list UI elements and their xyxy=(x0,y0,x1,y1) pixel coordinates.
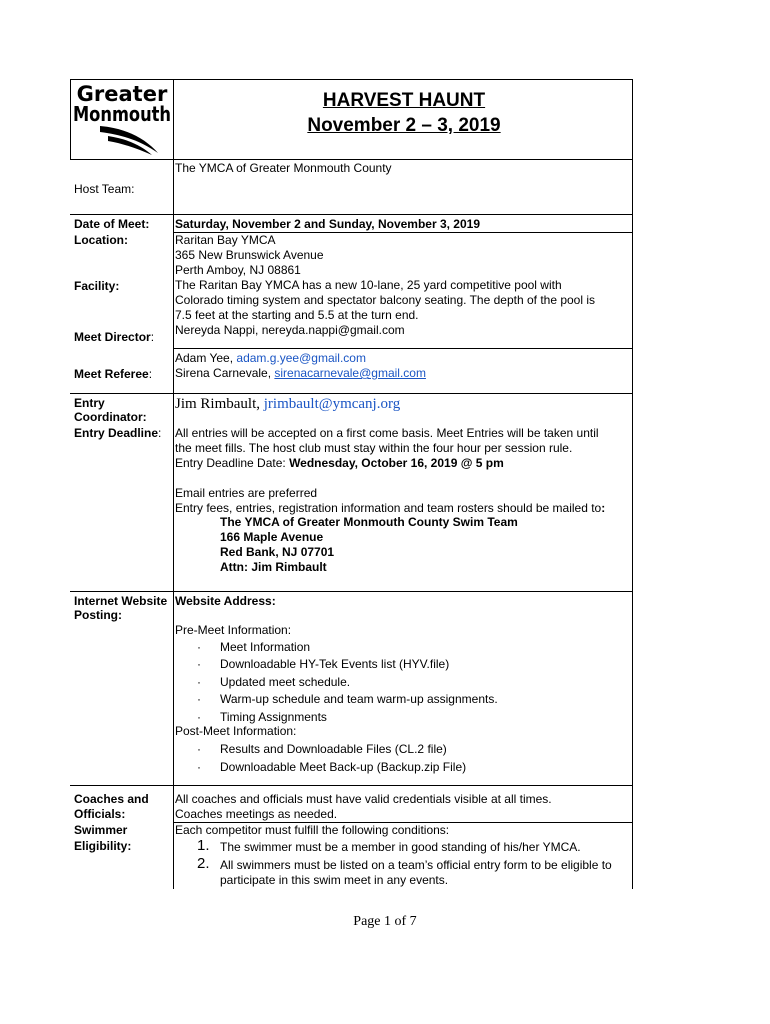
entry-deadline-label: Entry Deadline: xyxy=(74,426,162,440)
email-preferred: Email entries are preferred xyxy=(175,486,318,500)
pre-meet-heading: Pre-Meet Information: xyxy=(175,623,292,637)
meet-referee-label: Meet Referee: xyxy=(74,367,153,381)
eligibility-label-1: Swimmer xyxy=(74,823,128,837)
eligibility-number: 1. xyxy=(197,837,210,854)
meet-director-label: Meet Director: xyxy=(74,330,155,344)
greater-monmouth-logo xyxy=(70,80,174,158)
post-meet-heading: Post-Meet Information: xyxy=(175,724,297,738)
referee-line-1: Adam Yee, adam.g.yee@gmail.com xyxy=(175,351,366,365)
bullet: · xyxy=(197,675,201,689)
bullet: · xyxy=(197,692,201,706)
entry-coordinator-label-2: Coordinator: xyxy=(74,410,147,424)
eligibility-item: The swimmer must be a member in good standing of his/her YMCA. xyxy=(220,840,581,854)
coaches-label-1: Coaches and xyxy=(74,792,149,806)
coaches-line: All coaches and officials must have valid credentials visible at all times. xyxy=(175,792,552,806)
logo-line2: Monmouth xyxy=(73,102,171,126)
meet-director-value: Nereyda Nappi, nereyda.nappi@gmail.com xyxy=(175,323,405,337)
coaches-label-2: Officials: xyxy=(74,807,126,821)
location-label: Location: xyxy=(74,233,128,247)
meet-dates: November 2 – 3, 2019 xyxy=(307,115,501,136)
bullet: · xyxy=(197,742,201,756)
facility-line: 7.5 feet at the starting and 5.5 at the turn end. xyxy=(175,308,419,322)
page-number: Page 1 of 7 xyxy=(353,914,417,929)
deadline-date-line: Entry Deadline Date: Wednesday, October 16, 2019 @ 5 pm xyxy=(175,456,504,470)
coordinator-email-link[interactable]: jrimbault@ymcanj.org xyxy=(263,396,401,412)
host-team-value: The YMCA of Greater Monmouth County xyxy=(175,161,392,175)
host-team-label: Host Team: xyxy=(74,182,135,196)
eligibility-intro: Each competitor must fulfill the following conditions: xyxy=(175,823,450,837)
mail-address-line: 166 Maple Avenue xyxy=(220,530,324,544)
deadline-line: All entries will be accepted on a first come basis. Meet Entries will be taken until xyxy=(175,426,599,440)
meet-title: HARVEST HAUNT xyxy=(322,90,486,111)
referee-email-link[interactable]: sirenacarnevale@gmail.com xyxy=(274,366,426,380)
post-meet-item: Downloadable Meet Back-up (Backup.zip File) xyxy=(220,760,467,774)
eligibility-label-2: Eligibility: xyxy=(74,839,132,853)
mail-address-line: Attn: Jim Rimbault xyxy=(220,560,327,574)
eligibility-number: 2. xyxy=(197,855,210,872)
website-label-1: Internet Website xyxy=(74,594,168,608)
referee-email-link[interactable]: adam.g.yee@gmail.com xyxy=(236,351,366,365)
pre-meet-item: Warm-up schedule and team warm-up assignments. xyxy=(220,692,498,706)
facility-line: Colorado timing system and spectator balcony seating. The depth of the pool is xyxy=(175,293,596,307)
bullet: · xyxy=(197,760,201,774)
location-line: Perth Amboy, NJ 08861 xyxy=(175,263,301,277)
location-line: 365 New Brunswick Avenue xyxy=(175,248,324,262)
website-address-label: Website Address: xyxy=(175,594,276,608)
pre-meet-item: Updated meet schedule. xyxy=(220,675,351,689)
mail-instructions: Entry fees, entries, registration information and team rosters should be mailed to: xyxy=(175,501,606,515)
mail-address-line: The YMCA of Greater Monmouth County Swim Team xyxy=(220,515,518,529)
bullet: · xyxy=(197,657,201,671)
entry-coordinator-label-1: Entry xyxy=(74,396,105,410)
date-of-meet-label: Date of Meet: xyxy=(74,217,150,231)
post-meet-item: Results and Downloadable Files (CL.2 file) xyxy=(220,742,447,756)
pre-meet-item: Meet Information xyxy=(220,640,311,654)
pre-meet-item: Downloadable HY-Tek Events list (HYV.file) xyxy=(220,657,450,671)
coaches-line: Coaches meetings as needed. xyxy=(175,807,338,821)
location-line: Raritan Bay YMCA xyxy=(175,233,276,247)
logo-graphic xyxy=(70,80,174,158)
mail-address-line: Red Bank, NJ 07701 xyxy=(220,545,335,559)
bullet: · xyxy=(197,640,201,654)
pre-meet-item: Timing Assignments xyxy=(220,710,327,724)
eligibility-item: All swimmers must be listed on a team’s official entry form to be eligible to xyxy=(220,858,612,872)
logo-line1: Greater xyxy=(76,82,168,106)
entry-coordinator-value: Jim Rimbault, jrimbault@ymcanj.org xyxy=(175,396,401,412)
bullet: · xyxy=(197,710,201,724)
facility-label: Facility: xyxy=(74,279,120,293)
eligibility-item: participate in this swim meet in any events. xyxy=(220,873,449,887)
deadline-line: the meet fills. The host club must stay within the four hour per session rule. xyxy=(175,441,573,455)
date-of-meet-value: Saturday, November 2 and Sunday, November 3, 2019 xyxy=(175,217,481,231)
website-label-2: Posting: xyxy=(74,608,122,622)
referee-line-2: Sirena Carnevale, sirenacarnevale@gmail.com xyxy=(175,366,426,380)
facility-line: The Raritan Bay YMCA has a new 10-lane, 25 yard competitive pool with xyxy=(175,278,562,292)
